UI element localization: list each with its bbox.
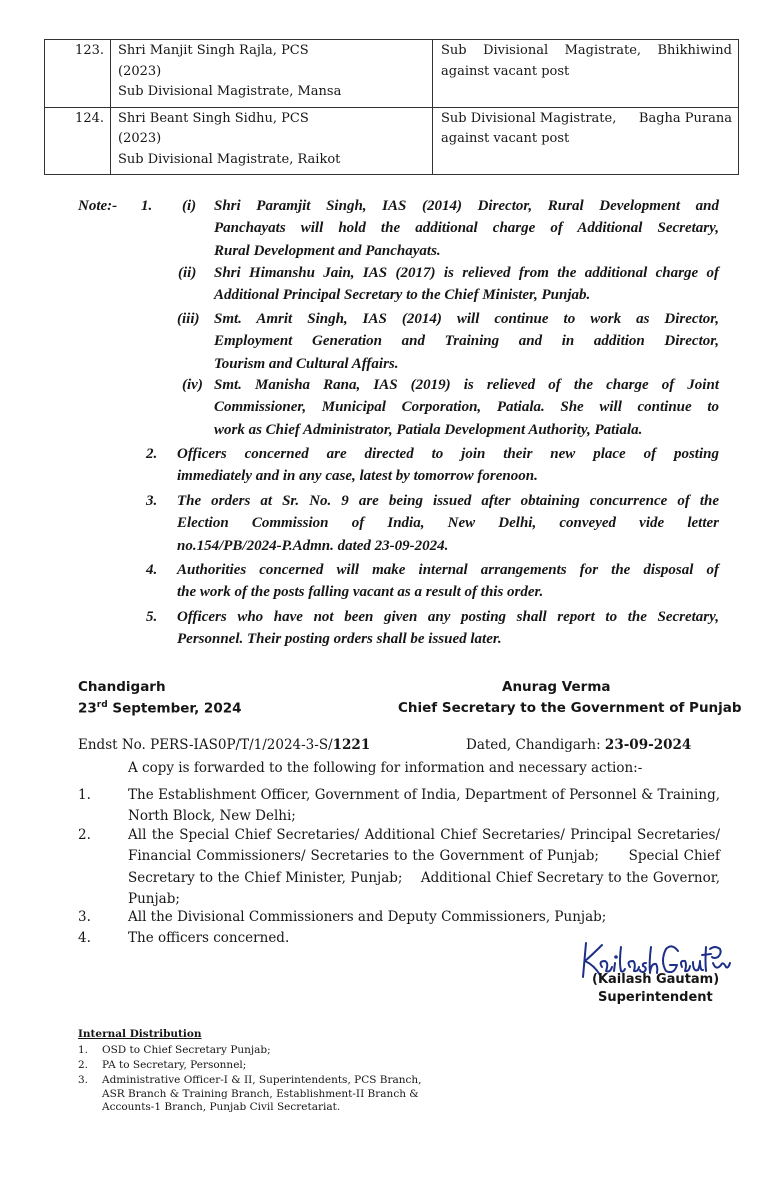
list-number: 2. <box>78 827 91 843</box>
table-row <box>45 107 739 175</box>
sub-note-text <box>214 262 719 307</box>
text-line: Authorities concerned will make internal arrangements for the disposal of <box>177 562 719 578</box>
internal-distribution-heading: Internal Distribution <box>78 1028 202 1040</box>
posting-table <box>44 39 739 175</box>
text-line: Rural Development and Panchayats. <box>214 242 441 259</box>
signatory-name: Anurag Verma <box>502 679 611 695</box>
dated-prefix: Dated, Chandigarh: <box>466 737 605 753</box>
endorsement-number <box>78 735 370 756</box>
posting-cell <box>433 107 739 175</box>
posting-line: against vacant post <box>441 131 570 146</box>
posting-word: Sub Divisional Magistrate, <box>441 110 617 126</box>
list-item <box>128 785 720 828</box>
list-item <box>102 1074 422 1115</box>
list-item: PA to Secretary, Personnel; <box>102 1059 247 1071</box>
text-line: Additional Principal Secretary to the Chief Minister, Punjab. <box>214 287 591 304</box>
endst-prefix: Endst No. PERS-IAS0P/T/1/2024-3-S/ <box>78 737 333 753</box>
serial-number: 123. <box>45 40 111 108</box>
list-number: 1. <box>78 1044 89 1056</box>
text-line: Tourism and Cultural Affairs. <box>214 355 399 372</box>
sub-note-number: (iii) <box>177 311 200 327</box>
list-number: 2. <box>78 1059 89 1071</box>
list-number: 4. <box>78 930 91 946</box>
text-line: Financial Commissioners/ Secretaries to the Government of Punjab; Special Chief <box>128 848 720 865</box>
posting-line: against vacant post <box>441 63 570 79</box>
posting-line <box>441 109 732 130</box>
officer-batch: (2023) <box>118 131 162 146</box>
dated-value: 23-09-2024 <box>604 737 692 753</box>
list-item: The officers concerned. <box>128 930 290 946</box>
posting-word: Bhikhiwind <box>657 43 732 58</box>
text-line: Punjab; <box>128 890 180 907</box>
text-line: Officers concerned are directed to join their new place of posting <box>177 446 719 462</box>
date-suffix: rd <box>96 700 108 710</box>
list-item: All the Divisional Commissioners and Deputy Commissioners, Punjab; <box>128 909 607 925</box>
text-line: The orders at Sr. No. 9 are being issued after obtaining concurrence of the <box>177 493 719 509</box>
sub-note-number: (iv) <box>182 377 203 393</box>
posting-word: Divisional <box>483 43 549 58</box>
list-number: 3. <box>78 909 91 925</box>
text-line: North Block, New Delhi; <box>128 808 296 825</box>
sub-note-text <box>214 308 719 375</box>
date-day: 23 <box>78 700 97 717</box>
note-text <box>177 443 719 488</box>
text-line: no.154/PB/2024-P.Admn. dated 23-09-2024. <box>177 537 449 554</box>
sub-note-number: (i) <box>182 198 197 214</box>
note-text <box>177 490 719 557</box>
text-line: All the Special Chief Secretaries/ Additional Chief Secretaries/ Principal Secretaries/ <box>128 827 720 843</box>
table-row <box>45 40 739 108</box>
text-line: ASR Branch & Training Branch, Establishment-II Branch & <box>102 1087 419 1100</box>
superintendent-designation: Superintendent <box>598 990 713 1005</box>
list-item: OSD to Chief Secretary Punjab; <box>102 1044 271 1056</box>
list-number: 3. <box>78 1074 89 1086</box>
text-line: Smt. Amrit Singh, IAS (2014) will continue to work as Director, <box>214 311 719 327</box>
note-label: Note:- <box>78 198 118 214</box>
text-line: Officers who have not been given any posting shall report to the Secretary, <box>177 609 719 625</box>
posting-word: Bagha Purana <box>638 110 732 126</box>
list-number: 1. <box>78 787 91 803</box>
endst-number: 1221 <box>332 737 371 753</box>
text-line: work as Chief Administrator, Patiala Development Authority, Patiala. <box>214 421 643 438</box>
text-line: Commissioner, Municipal Corporation, Patiala. She will continue to <box>214 399 719 416</box>
posting-word: Magistrate, <box>564 43 642 58</box>
officer-name: Shri Manjit Singh Rajla, PCS <box>118 43 309 58</box>
text-line: immediately and in any case, latest by tomorrow forenoon. <box>177 468 538 485</box>
text-line: the work of the posts falling vacant as a result of this order. <box>177 584 544 601</box>
note-number: 5. <box>146 609 158 625</box>
superintendent-name: (Kailash Gautam) <box>592 972 720 987</box>
text-line: Secretary to the Chief Minister, Punjab; Additional Chief Secretary to the Governor, <box>128 869 720 886</box>
text-line: Panchayats will hold the additional charge of Additional Secretary, <box>214 220 719 237</box>
text-line: Administrative Officer-I & II, Superintendents, PCS Branch, <box>102 1074 422 1086</box>
text-line: Shri Paramjit Singh, IAS (2014) Director, Rural Development and <box>214 198 719 214</box>
posting-word: Sub <box>441 43 467 58</box>
place: Chandigarh <box>78 679 166 695</box>
note-text <box>177 606 719 651</box>
text-line: Shri Himanshu Jain, IAS (2017) is relieved from the additional charge of <box>214 265 719 281</box>
officer-current-post: Sub Divisional Magistrate, Raikot <box>118 151 341 167</box>
officer-name: Shri Beant Singh Sidhu, PCS <box>118 110 309 126</box>
text-line: Accounts-1 Branch, Punjab Civil Secretariat. <box>102 1101 341 1114</box>
signatory-designation: Chief Secretary to the Government of Punjab <box>398 700 742 716</box>
sub-note-number: (ii) <box>178 265 197 281</box>
note-number: 3. <box>146 493 158 509</box>
posting-line <box>441 41 732 62</box>
text-line: Employment Generation and Training and in addition Director, <box>214 333 719 350</box>
note-number: 4. <box>146 562 158 578</box>
order-date <box>78 700 242 717</box>
note-number: 1. <box>141 198 153 214</box>
endorsement-date <box>466 735 691 756</box>
posting-cell <box>433 40 739 108</box>
officer-batch: (2023) <box>118 63 162 79</box>
note-number: 2. <box>146 446 158 462</box>
text-line: Personnel. Their posting orders shall be issued later. <box>177 631 502 648</box>
officer-cell <box>111 107 433 175</box>
serial-number: 124. <box>45 107 111 175</box>
text-line: Election Commission of India, New Delhi, conveyed vide letter <box>177 515 719 532</box>
text-line: Smt. Manisha Rana, IAS (2019) is relieved of the charge of Joint <box>214 377 719 393</box>
date-rest: September, 2024 <box>107 700 242 717</box>
sub-note-text <box>214 195 719 262</box>
officer-cell <box>111 40 433 108</box>
text-line: The Establishment Officer, Government of India, Department of Personnel & Training, <box>128 787 720 803</box>
sub-note-text <box>214 374 719 441</box>
officer-current-post: Sub Divisional Magistrate, Mansa <box>118 84 342 99</box>
forward-text: A copy is forwarded to the following for information and necessary action:- <box>128 760 643 776</box>
list-item <box>128 825 720 910</box>
note-text <box>177 559 719 604</box>
